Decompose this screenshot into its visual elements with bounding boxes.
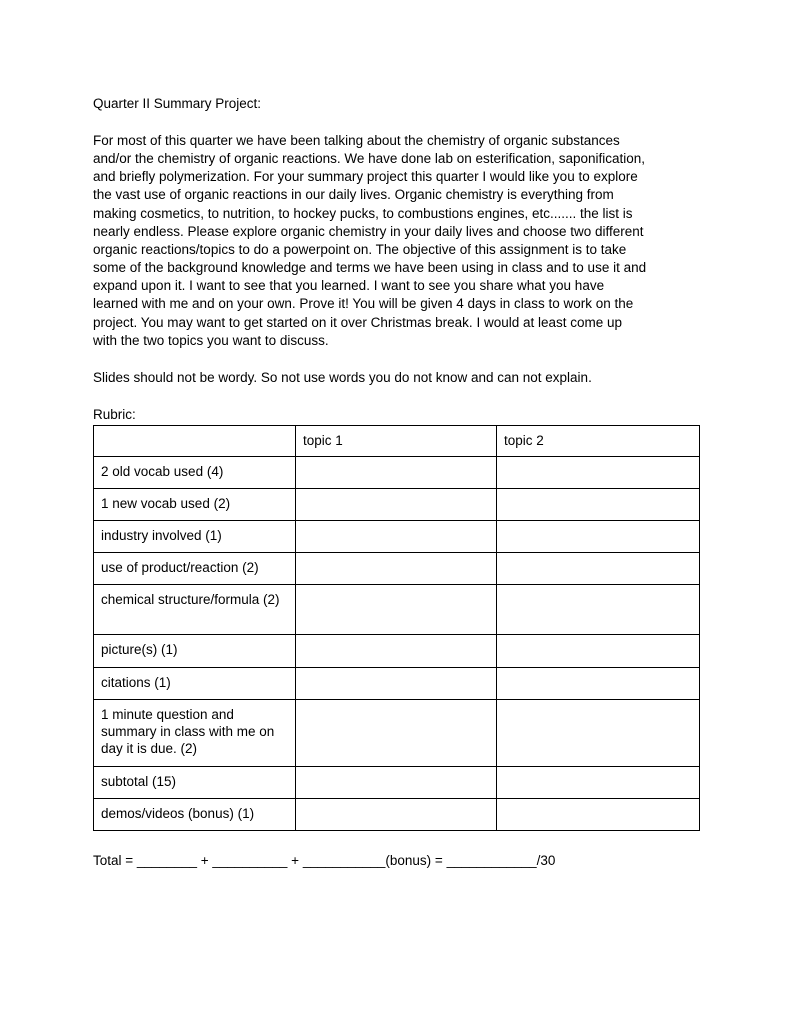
rubric-topic1-cell [296,667,497,699]
paragraph-line: learned with me and on your own. Prove it! You will be given 4 days in class to work on the [93,296,634,312]
rubric-row [94,520,700,552]
rubric-row [94,667,700,699]
rubric-row [94,456,700,488]
rubric-criterion-cell: chemical structure/formula (2) [94,584,296,634]
rubric-row [94,488,700,520]
rubric-topic2-cell [497,667,700,699]
rubric-row [94,699,700,766]
rubric-topic1-cell [296,520,497,552]
rubric-header-cell [94,425,296,456]
rubric-topic2-cell [497,766,700,798]
slides-note: Slides should not be wordy. So not use words you do not know and can not explain. [93,369,592,385]
paragraph-line: nearly endless. Please explore organic chemistry in your daily lives and choose two different [93,223,644,239]
rubric-row [94,584,700,634]
paragraph-line: expand upon it. I want to see that you learned. I want to see you share what you have [93,278,605,294]
rubric-topic1-cell [296,634,497,667]
rubric-criterion-cell: use of product/reaction (2) [94,552,296,584]
rubric-topic2-cell [497,798,700,830]
paragraph-line: and/or the chemistry of organic reactions. We have done lab on esterification, saponification, [93,151,646,167]
rubric-criterion-cell: 1 minute question and summary in class with me on day it is due. (2) [94,699,296,766]
paragraph-line: For most of this quarter we have been talking about the chemistry of organic substances [93,133,620,148]
total-line: Total = ________ + __________ + ___________(bonus) = ____________/30 [93,852,556,868]
rubric-row [94,634,700,667]
paragraph-line: organic reactions/topics to do a powerpoint on. The objective of this assignment is to take [93,241,627,257]
rubric-topic1-cell [296,584,497,634]
rubric-row [94,552,700,584]
paragraph-line: with the two topics you want to discuss. [93,332,329,348]
document-page [93,95,705,870]
rubric-criterion-cell: demos/videos (bonus) (1) [94,798,296,830]
rubric-row [94,798,700,830]
rubric-topic2-cell [497,584,700,634]
rubric-criterion-cell: 1 new vocab used (2) [94,488,296,520]
rubric-row [94,766,700,798]
rubric-topic2-cell [497,634,700,667]
rubric-label: Rubric: [93,406,136,422]
rubric-criterion-cell: citations (1) [94,667,296,699]
paragraph-line: and briefly polymerization. For your summary project this quarter I would like you to explore [93,169,638,185]
document-title: Quarter II Summary Project: [93,96,262,111]
rubric-header-cell: topic 1 [296,425,497,456]
rubric-criterion-cell: industry involved (1) [94,520,296,552]
rubric-criterion-cell: subtotal (15) [94,766,296,798]
rubric-topic2-cell [497,488,700,520]
paragraph-line: some of the background knowledge and terms we have been using in class and to use it and [93,260,647,276]
rubric-topic1-cell [296,552,497,584]
paragraph-line: project. You may want to get started on it over Christmas break. I would at least come up [93,314,623,330]
rubric-criterion-cell: 2 old vocab used (4) [94,456,296,488]
rubric-topic1-cell [296,456,497,488]
rubric-topic2-cell [497,520,700,552]
rubric-table [93,425,700,831]
rubric-body [94,425,700,830]
rubric-topic1-cell [296,488,497,520]
paragraph-line: the vast use of organic reactions in our daily lives. Organic chemistry is everything from [93,187,614,203]
rubric-header-row [94,425,700,456]
rubric-topic2-cell [497,552,700,584]
instructions-paragraph [93,132,705,350]
rubric-topic1-cell [296,766,497,798]
rubric-topic2-cell [497,456,700,488]
paragraph-line: making cosmetics, to nutrition, to hockey pucks, to combustions engines, etc....... the list is [93,205,633,221]
rubric-topic1-cell [296,798,497,830]
rubric-criterion-cell: picture(s) (1) [94,634,296,667]
rubric-header-cell: topic 2 [497,425,700,456]
rubric-topic2-cell [497,699,700,766]
rubric-topic1-cell [296,699,497,766]
